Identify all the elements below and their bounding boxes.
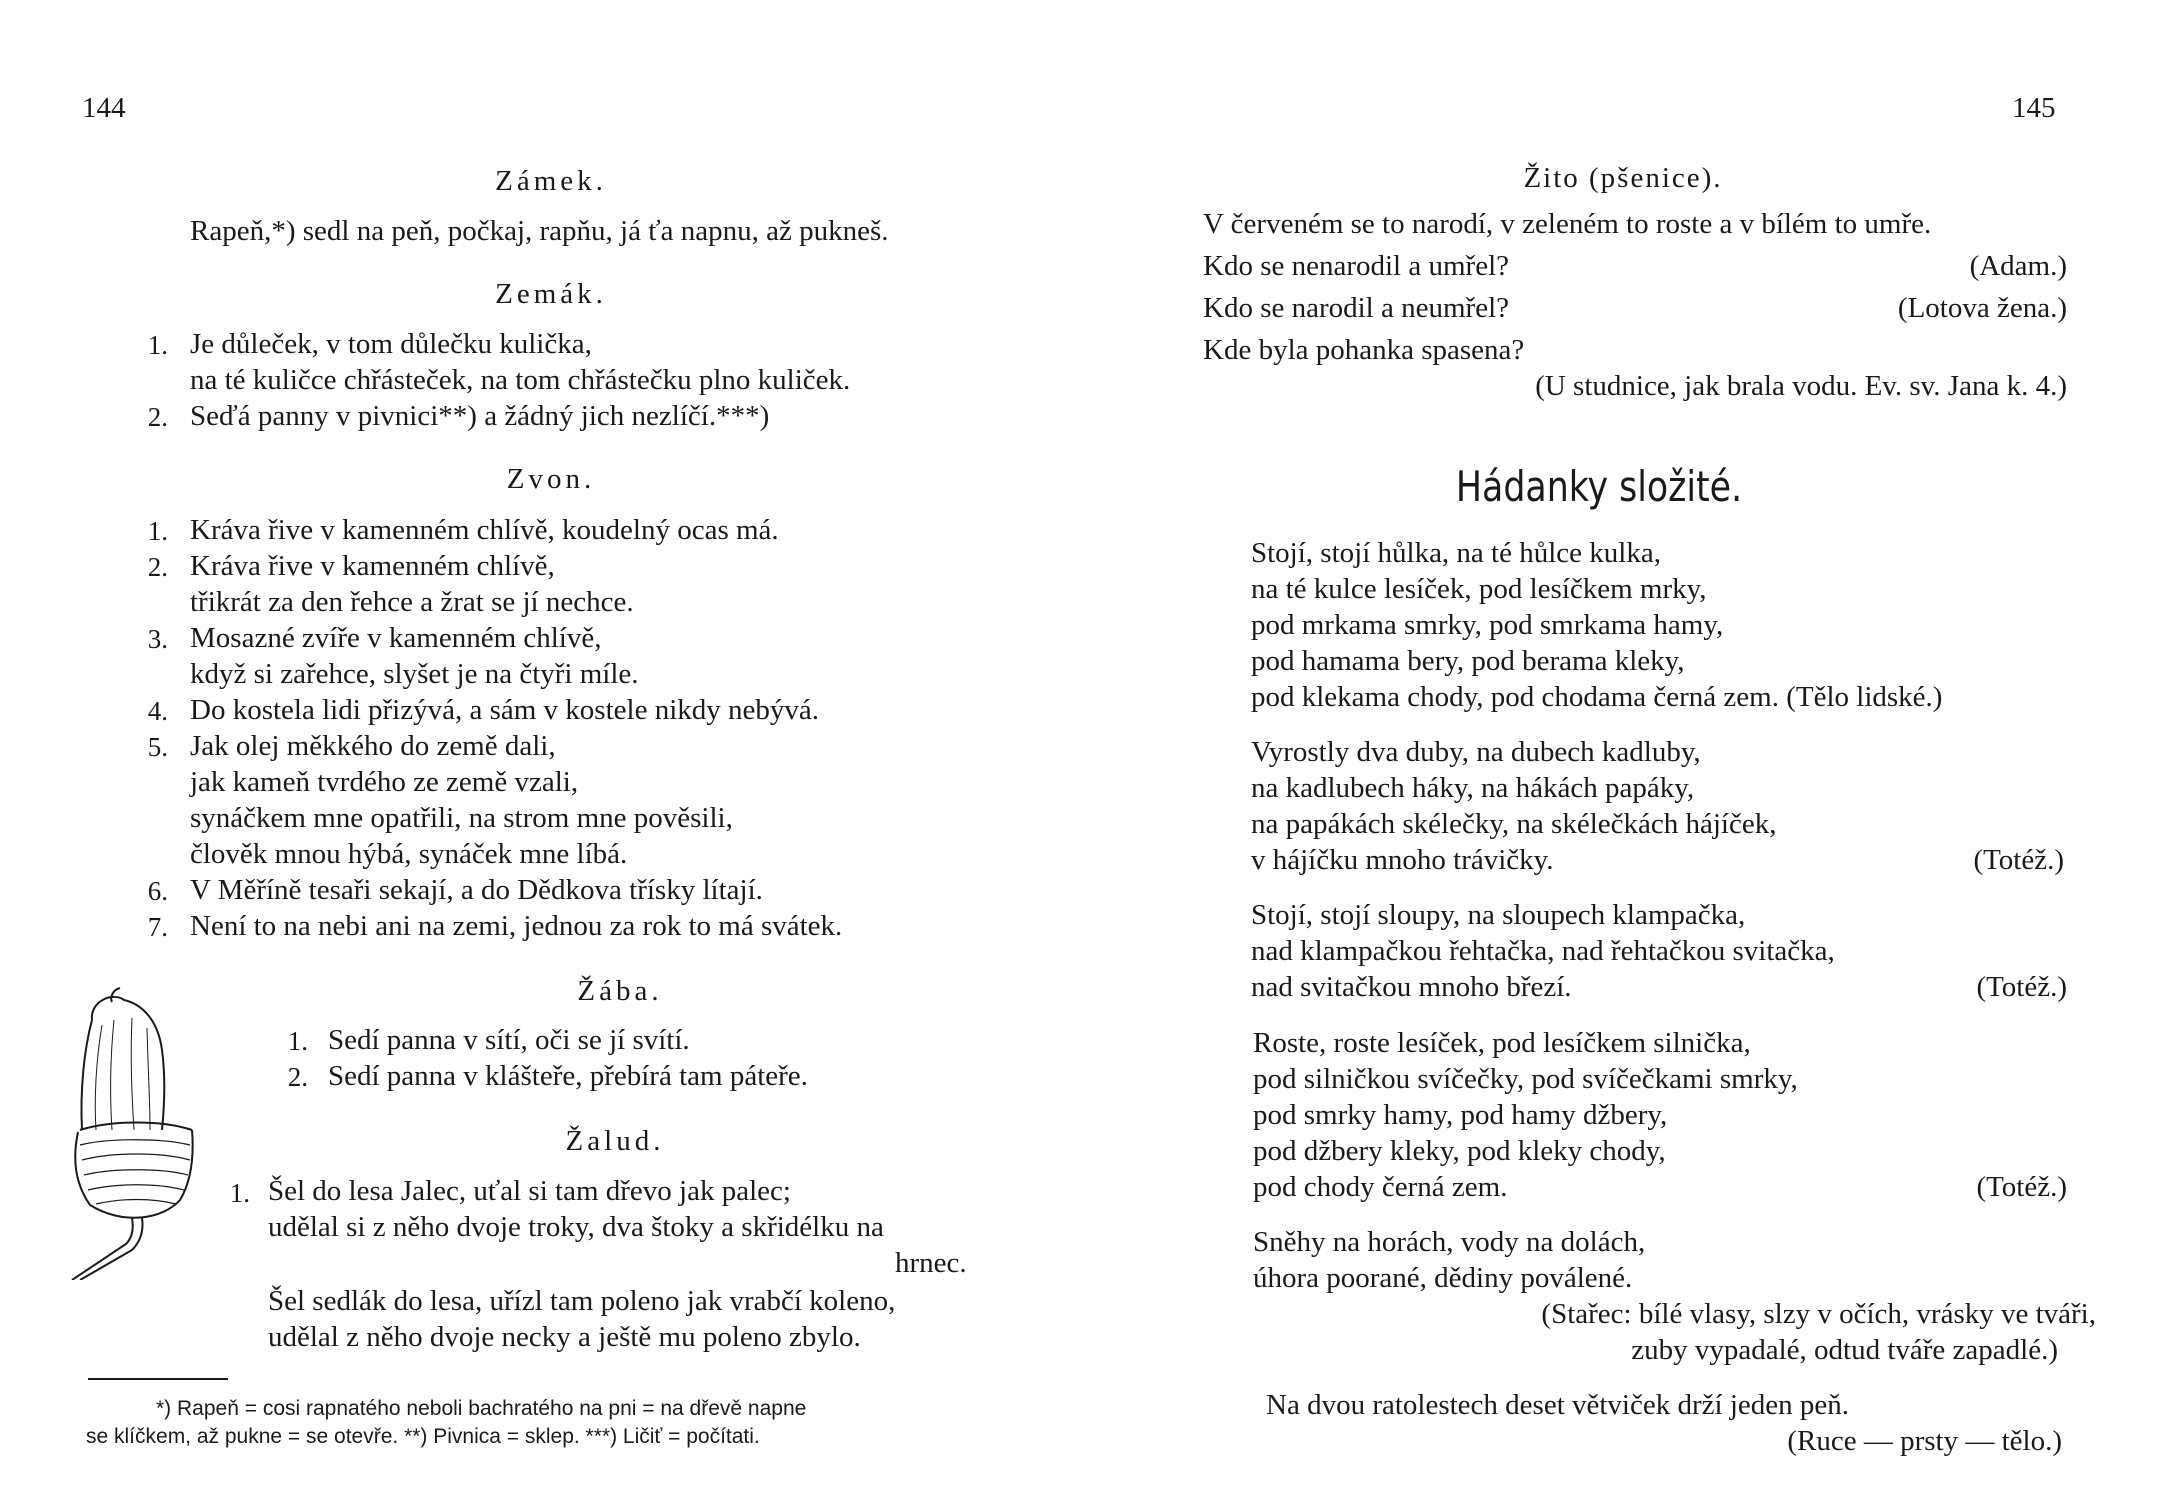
item-number: 3. [147,624,168,654]
riddle-line: Do kostela lidi přizývá, a sám v kostele nikdy nebývá. [190,694,819,726]
riddle-answer: (Stařec: bílé vlasy, slzy v očích, vrásky ve tváři, [1541,1298,2096,1330]
footnote-rule [88,1378,228,1380]
riddle-line: Šel do lesa Jalec, uťal si tam dřevo jak palec; [268,1175,791,1207]
riddle-line: Seďá panny v pivnici**) a žádný jich nezlíčí.***) [190,400,770,432]
riddle-answer: (Totéž.) [1976,1171,2067,1203]
riddle-text: Rapeň,*) sedl na peň, počkaj, rapňu, já ťa napnu, až pukneš. [190,215,889,247]
riddle-answer: (U studnice, jak brala vodu. Ev. sv. Jana k. 4.) [1535,370,2067,402]
riddle-title-zemak: Zemák. [495,278,607,310]
riddle-line: Roste, roste lesíček, pod lesíčkem silnička, [1253,1027,1751,1059]
riddle-line: synáčkem mne opatřili, na strom mne pověsili, [190,802,733,834]
riddle-line: Mosazné zvíře v kamenném chlívě, [190,622,602,654]
riddle-line: Je důleček, v tom důlečku kulička, [190,328,592,360]
riddle-title-zamek: Zámek. [495,165,607,197]
page-number: 144 [82,92,126,124]
riddle-line: pod smrky hamy, pod hamy džbery, [1253,1099,1668,1131]
riddle-line: pod chody černá zem. [1253,1171,1508,1203]
riddle-line: Není to na nebi ani na zemi, jednou za rok to má svátek. [190,910,843,942]
page-number: 145 [2012,92,2056,124]
riddle-line: Sněhy na horách, vody na dolách, [1253,1226,1646,1258]
riddle-line: nad klampačkou řehtačka, nad řehtačkou svitačka, [1251,935,1835,967]
riddle-line: udělal z něho dvoje necky a ještě mu poleno zbylo. [268,1321,861,1353]
riddle-line: pod mrkama smrky, pod smrkama hamy, [1251,609,1724,641]
riddle-answer: (Totéž.) [1976,971,2067,1003]
riddle-line: na té kuličce chřásteček, na tom chřástečku plno kuliček. [190,364,851,396]
riddle-line: na kadlubech háky, na hákách papáky, [1251,772,1695,804]
riddle-line: Kráva řive v kamenném chlívě, [190,550,555,582]
riddle-line: v hájíčku mnoho trávičky. [1251,844,1554,876]
riddle-line: na té kulce lesíček, pod lesíčkem mrky, [1251,573,1707,605]
riddle-answer: (Totéž.) [1973,844,2064,876]
item-number: 2. [147,552,168,582]
item-number: 4. [147,696,168,726]
riddle-title-zaba: Žába. [577,975,663,1007]
item-number: 1. [147,330,168,360]
riddle-line: V červeném se to narodí, v zeleném to roste a v bílém to umře. [1203,208,1932,240]
riddle-line: Jak olej měkkého do země dali, [190,730,556,762]
item-number: 1. [287,1026,308,1056]
riddle-line: pod silničkou svíčečky, pod svíčečkami smrky, [1253,1063,1798,1095]
riddle-line: když si zařehce, slyšet je na čtyři míle. [190,658,639,690]
item-number: 6. [147,876,168,906]
riddle-answer: zuby vypadalé, odtud tváře zapadlé.) [1631,1334,2058,1366]
riddle-line: Šel sedlák do lesa, uřízl tam poleno jak vrabčí koleno, [268,1285,896,1317]
riddle-line: Stojí, stojí sloupy, na sloupech klampačka, [1251,899,1746,931]
footnote: *) Rapeň = cosi rapnatého neboli bachratého na pni = na dřevě napne [156,1397,807,1420]
riddle-question: Kde byla pohanka spasena? [1203,334,1525,366]
riddle-question: Kdo se nenarodil a umřel? [1203,250,1510,282]
section-heading: Hádanky složité. [1455,462,1743,511]
riddle-line: pod džbery kleky, pod kleky chody, [1253,1135,1666,1167]
riddle-line: udělal si z něho dvoje troky, dva štoky a skřidélku na [268,1211,884,1243]
riddle-question: Kdo se narodil a neumřel? [1203,292,1510,324]
item-number: 1. [147,516,168,546]
item-number: 7. [147,912,168,942]
riddle-line: člověk mnou hýbá, synáček mne líbá. [190,838,628,870]
riddle-line: Sedí panna v sítí, oči se jí svítí. [328,1024,690,1056]
riddle-line: Stojí, stojí hůlka, na té hůlce kulka, [1251,537,1661,569]
riddle-title-zalud: Žalud. [565,1125,665,1157]
riddle-line: na papákách skélečky, na skélečkách hájíček, [1251,808,1777,840]
riddle-line: Na dvou ratolestech deset větviček drží jeden peň. [1266,1389,1849,1421]
riddle-answer: (Ruce — prsty — tělo.) [1787,1425,2062,1457]
item-number: 1. [229,1178,250,1208]
riddle-line: Kráva řive v kamenném chlívě, koudelný ocas má. [190,514,779,546]
riddle-line: úhora poorané, dědiny poválené. [1253,1262,1633,1294]
right-page [1081,0,2162,1500]
riddle-line: třikrát za den řehce a žrat se jí nechce. [190,586,634,618]
riddle-answer: (Lotova žena.) [1897,292,2067,324]
riddle-line: nad svitačkou mnoho březí. [1251,971,1572,1003]
footnote: se klíčkem, až pukne = se otevře. **) Pivnica = sklep. ***) Ličiť = počítati. [86,1425,760,1448]
riddle-line: V Měříně tesaři sekají, a do Dědkova třísky lítají. [190,874,763,906]
riddle-title-zito: Žito (pšenice). [1523,162,1723,194]
riddle-line: pod hamama bery, pod berama kleky, [1251,645,1685,677]
item-number: 2. [147,402,168,432]
riddle-line: Vyrostly dva duby, na dubech kadluby, [1251,736,1701,768]
item-number: 2. [287,1062,308,1092]
acorn-illustration [62,980,202,1280]
riddle-answer: (Adam.) [1969,250,2067,282]
riddle-line: Sedí panna v klášteře, přebírá tam páteře. [328,1060,808,1092]
item-number: 5. [147,732,168,762]
riddle-title-zvon: Zvon. [506,463,596,495]
riddle-line: jak kameň tvrdého ze země vzali, [190,766,579,798]
riddle-line: hrnec. [895,1247,967,1279]
riddle-line: pod klekama chody, pod chodama černá zem. (Tělo lidské.) [1251,681,1943,713]
